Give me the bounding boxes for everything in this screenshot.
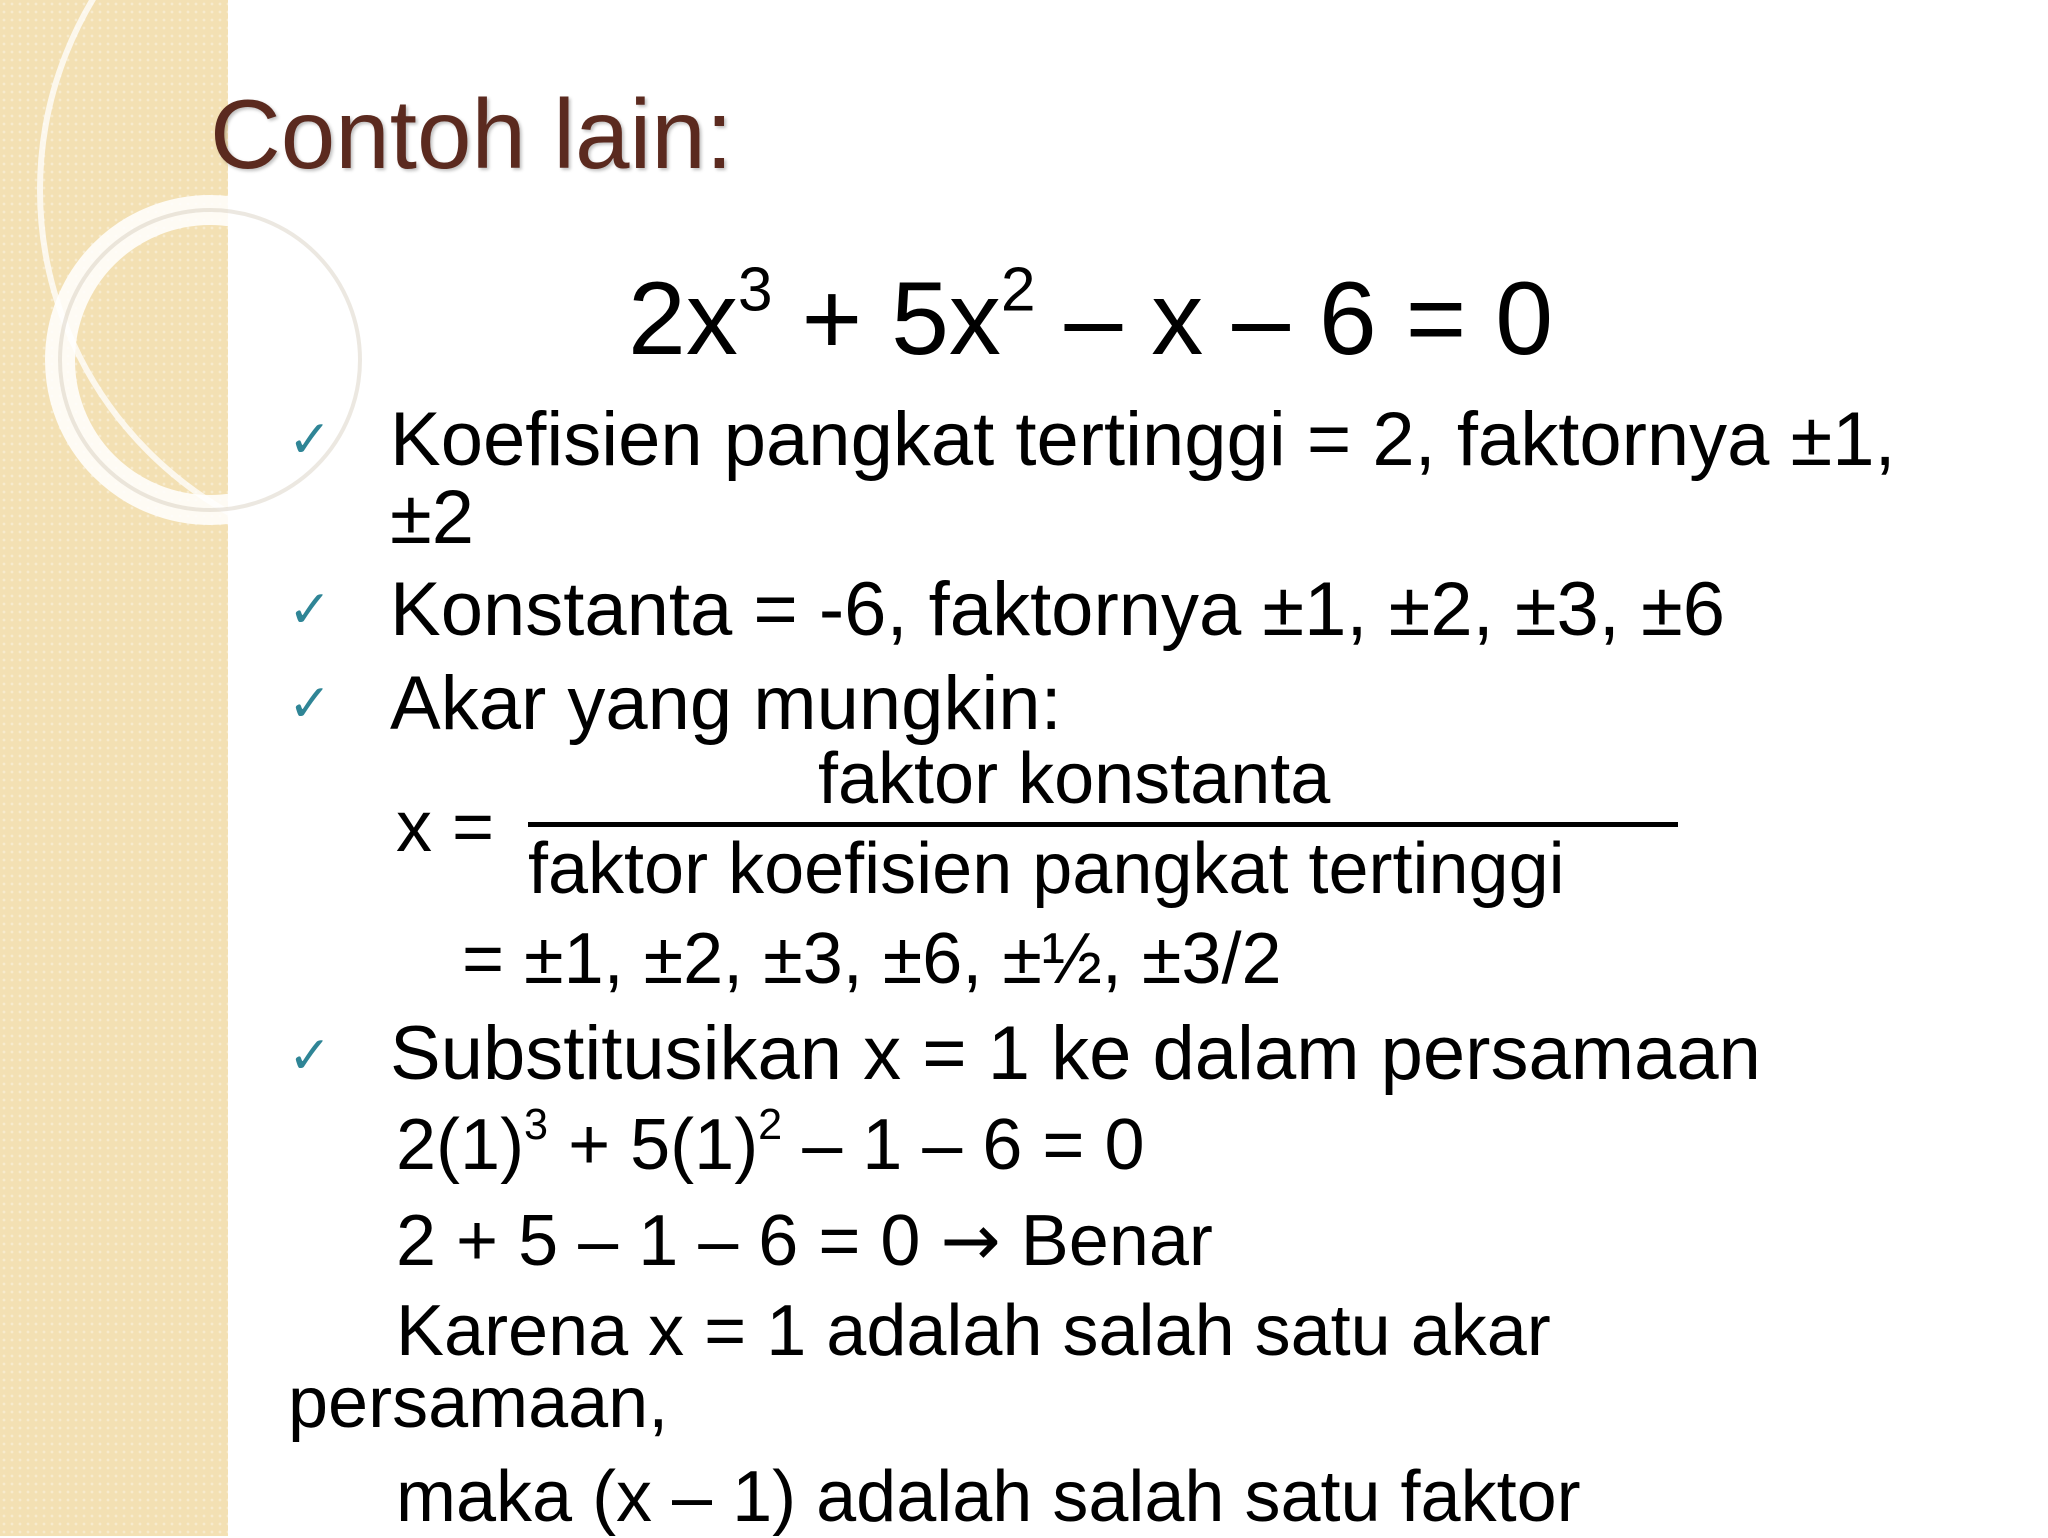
check-icon: ✓ xyxy=(288,410,332,470)
fraction-lhs: x = xyxy=(396,787,495,867)
arrow-right-icon: → xyxy=(940,1198,1001,1282)
slide-title: Contoh lain: xyxy=(210,79,734,189)
possible-roots: = ±1, ±2, ±3, ±6, ±½, ±3/2 xyxy=(462,919,1282,999)
bullet-3-text: Akar yang mungkin: xyxy=(390,661,1062,746)
conclusion-line-3: maka (x – 1) adalah salah satu faktor xyxy=(396,1457,1581,1537)
fraction-numerator: faktor konstanta xyxy=(818,739,1331,819)
bullet-1-line-2: ±2 xyxy=(390,475,474,560)
check-icon: ✓ xyxy=(288,674,332,734)
conclusion-line-1: Karena x = 1 adalah salah satu akar xyxy=(396,1291,1551,1371)
bullet-1-line-1: Koefisien pangkat tertinggi = 2, faktornya ±1, xyxy=(390,397,1896,482)
substitution-line-2: 2 + 5 – 1 – 6 = 0 → Benar xyxy=(396,1198,1213,1282)
bullet-4-text: Substitusikan x = 1 ke dalam persamaan xyxy=(390,1011,1761,1096)
main-equation: $2x^3 + 5x^2 - x - 6 = 0$ xyxy=(628,255,1554,377)
conclusion-line-2: persamaan, xyxy=(288,1363,669,1443)
substitution-line-1: $2(1)^3 + 5(1)^2 - 1 - 6 = 0$ xyxy=(396,1100,1145,1185)
check-icon: ✓ xyxy=(288,1026,332,1086)
check-icon: ✓ xyxy=(288,580,332,640)
fraction-denominator: faktor koefisien pangkat tertinggi xyxy=(528,829,1565,909)
bullet-2-text: Konstanta = -6, faktornya ±1, ±2, ±3, ±6 xyxy=(390,567,1726,652)
fraction-bar xyxy=(528,822,1678,827)
